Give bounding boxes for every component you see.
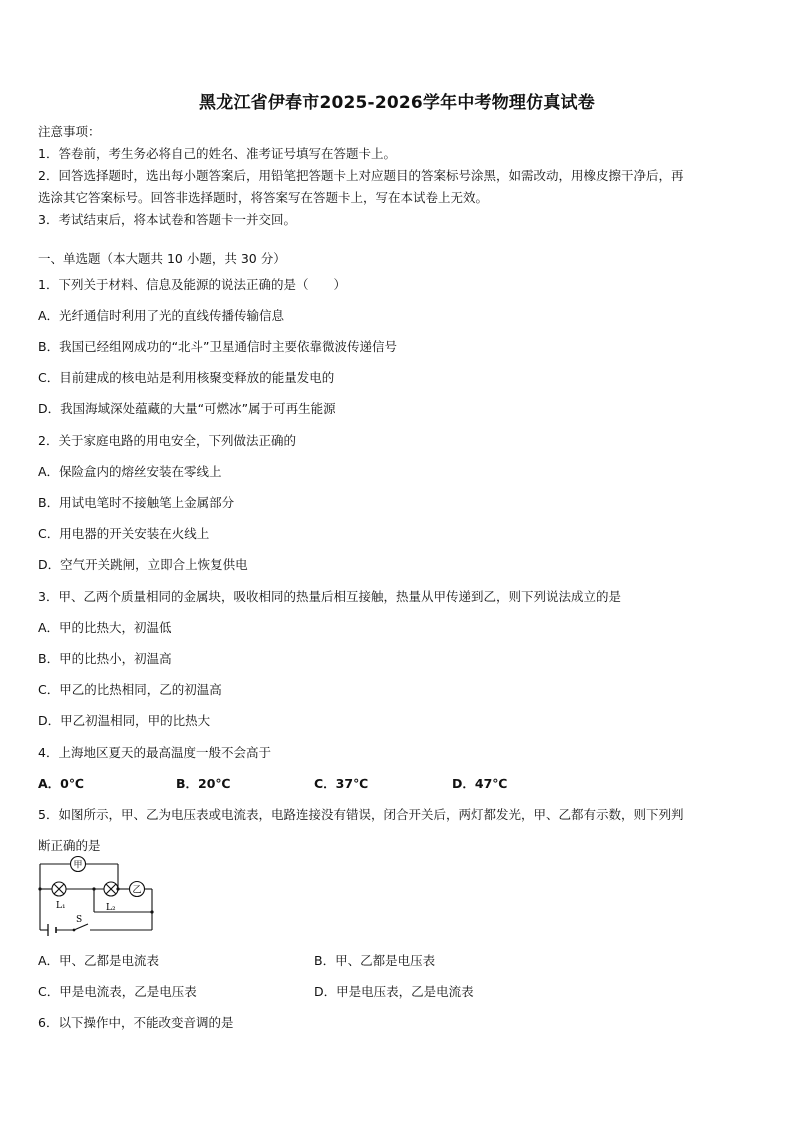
- question-option: A．甲的比热大，初温低: [38, 620, 172, 635]
- question-option: B．甲的比热小，初温高: [38, 651, 172, 666]
- question-option: B．20℃: [176, 776, 231, 791]
- question-stem-continued: 断正确的是: [38, 838, 101, 853]
- question-stem: 1．下列关于材料、信息及能源的说法正确的是（ ）: [38, 277, 346, 292]
- page-title: 黑龙江省伊春市2025-2026学年中考物理仿真试卷: [199, 93, 595, 113]
- question-stem: 4．上海地区夏天的最高温度一般不会高于: [38, 745, 271, 760]
- question-option: D．空气开关跳闸，立即合上恢复供电: [38, 557, 248, 572]
- question-stem: 6．以下操作中，不能改变音调的是: [38, 1015, 234, 1030]
- question-option: C．甲乙的比热相同，乙的初温高: [38, 682, 222, 697]
- question-option: A．0℃: [38, 776, 85, 791]
- section-heading: 一、单选题（本大题共 10 小题，共 30 分）: [38, 251, 286, 266]
- notice-item: 2．回答选择题时，选出每小题答案后，用铅笔把答题卡上对应题目的答案标号涂黑，如需改动，用橡皮擦干净后，再: [38, 168, 684, 183]
- question-stem: 5．如图所示，甲、乙为电压表或电流表，电路连接没有错误，闭合开关后，两灯都发光，甲、乙都有示数，则下列判: [38, 807, 684, 822]
- question-option: C．37℃: [314, 776, 369, 791]
- question-option: A．甲、乙都是电流表: [38, 953, 160, 968]
- meter-jia-label: 甲: [73, 860, 83, 871]
- question-option: D．47℃: [452, 776, 508, 791]
- question-option: A．保险盒内的熔丝安装在零线上: [38, 464, 222, 479]
- meter-yi-label: 乙: [132, 885, 142, 896]
- circuit-diagram: [36, 856, 158, 938]
- switch-s-label: S: [76, 915, 83, 925]
- question-option: B．我国已经组网成功的“北斗”卫星通信时主要依靠微波传递信号: [38, 339, 398, 354]
- question-option: D．甲是电压表，乙是电流表: [314, 984, 474, 999]
- lamp-l2-label: L₂: [106, 903, 116, 913]
- question-stem: 2．关于家庭电路的用电安全，下列做法正确的: [38, 433, 296, 448]
- lamp-l1-label: L₁: [56, 901, 66, 911]
- question-option: C．目前建成的核电站是利用核聚变释放的能量发电的: [38, 370, 335, 385]
- question-option: A．光纤通信时利用了光的直线传播传输信息: [38, 308, 285, 323]
- question-stem: 3．甲、乙两个质量相同的金属块，吸收相同的热量后相互接触，热量从甲传递到乙，则下列说法成立的是: [38, 589, 621, 604]
- notice-item: 3．考试结束后，将本试卷和答题卡一并交回。: [38, 212, 296, 227]
- question-option: D．甲乙初温相同，甲的比热大: [38, 713, 211, 728]
- question-option: B．用试电笔时不接触笔上金属部分: [38, 495, 235, 510]
- notice-item: 1．答卷前，考生务必将自己的姓名、准考证号填写在答题卡上。: [38, 146, 396, 161]
- question-option: C．用电器的开关安装在火线上: [38, 526, 210, 541]
- question-option: B．甲、乙都是电压表: [314, 953, 436, 968]
- notice-heading: 注意事项：: [38, 124, 101, 139]
- question-option: D．我国海域深处蕴藏的大量“可燃冰”属于可再生能源: [38, 401, 336, 416]
- notice-item: 选涂其它答案标号。回答非选择题时，将答案写在答题卡上，写在本试卷上无效。: [38, 190, 489, 205]
- question-option: C．甲是电流表，乙是电压表: [38, 984, 197, 999]
